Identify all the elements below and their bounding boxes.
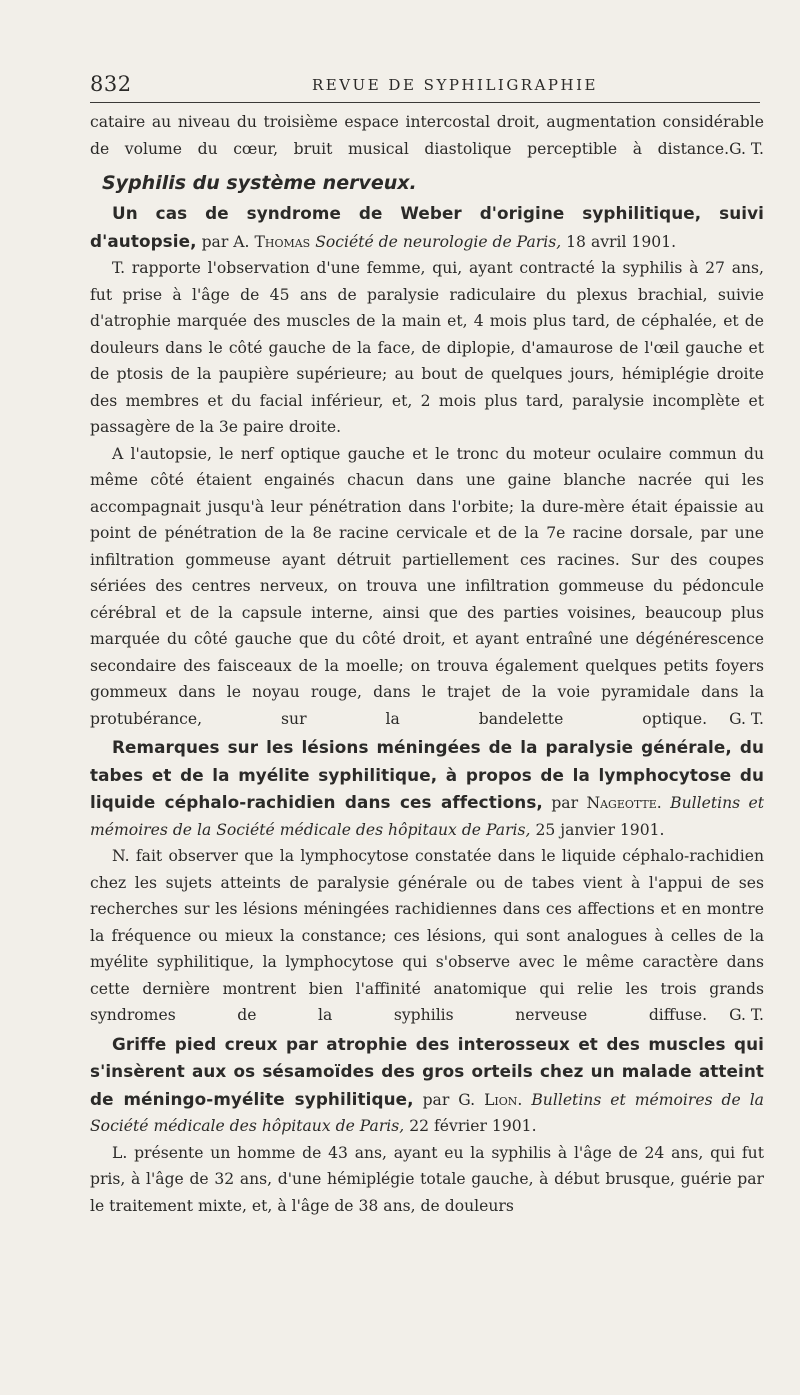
article-heading: Griffe pied creux par atrophie des interosseux et des muscles qui s'insèrent aux os sésamoïdes des gros orteils chez un malade atteint de méningo-myélite syphilitique, par G. Lion. Bulletins et mémoires de la Société médicale des hôpitaux de Paris, 22 février 1901. [90, 1033, 764, 1135]
article-title: Remarques sur les lésions méningées de la paralysie générale, du tabes et de la myélite syphilitique, à propos de la lymphocytose du liquide céphalo-rachidien dans ces affections, [90, 737, 764, 812]
article-weber [90, 200, 764, 732]
page-body [90, 109, 764, 1219]
article-date: 22 février 1901. [409, 1117, 537, 1135]
article-date: 25 janvier 1901. [535, 820, 665, 839]
journal-title: REVUE DE SYPHILIGRAPHIE [311, 76, 598, 94]
article-paragraph: A l'autopsie, le nerf optique gauche et le tronc du moteur oculaire commun du même côté étaient engainés chacun dans une gaine blanche nacrée qui les accompagnait jusqu'à leur pénétration dans l'orbite; la dure-mère était épaissie au point de pénétration de la 8e racine cervicale et de la 7e racine dorsale, par une infiltration gommeuse ayant détruit partiellement ces racines. Sur des coupes sériées des centres nerveux, on trouva une infiltration gommeuse du pédoncule cérébral et de la capsule interne, ainsi que des parties voisines, beaucoup plus marquée du côté gauche que du côté droit, et ayant entraîné une dégénérescence secondaire des faisceaux de la moelle; on trouva également quelques petits foyers gommeux dans le noyau rouge, dans le trajet de la voie pyramidale dans la protubérance, sur la bandelette optique. G. T. [90, 441, 764, 733]
continuation-paragraph: cataire au niveau du troisième espace intercostal droit, augmentation considérable de volume du cœur, bruit musical diastolique perceptible à distance. G. T. [90, 109, 764, 162]
article-title: Griffe pied creux par atrophie des interosseux et des muscles qui s'insèrent aux os sésamoïdes des gros orteils chez un malade atteint de méningo-myélite syphilitique, [90, 1033, 764, 1109]
signature: G. T. [729, 1006, 764, 1024]
article-journal: Bulletins et mémoires de la Société médicale des hôpitaux de Paris, [90, 794, 765, 839]
article-title: Un cas de syndrome de Weber d'origine syphilitique, suivi d'autopsie, [90, 203, 764, 251]
signature: G. T. [729, 709, 764, 728]
signature: G. T. [729, 139, 764, 158]
article-lion [90, 1031, 764, 1220]
article-author: Lion. [484, 1090, 523, 1109]
article-paragraph: L. présente un homme de 43 ans, ayant eu la syphilis à l'âge de 24 ans, qui fut pris, à l'âge de 32 ans, d'une hémiplégie totale gauche, à début brusque, guérie par le traitement mixte, et, à l'âge de 38 ans, de douleurs [90, 1143, 764, 1215]
article-nageotte [90, 734, 764, 1029]
article-heading: Un cas de syndrome de Weber d'origine syphilitique, suivi d'autopsie, par A. Thomas Société de neurologie de Paris, 18 avril 1901. [90, 203, 764, 251]
running-head [90, 62, 760, 103]
article-date: 18 avril 1901. [566, 232, 677, 251]
article-paragraph: N. fait observer que la lymphocytose constatée dans le liquide céphalo-rachidien chez les sujets atteints de paralysie générale ou de tabes vient à l'appui de ses recherches sur les lésions méningées rachidiennes dans ces affections et en montre la fréquence ou mieux la constance; ces lésions, qui sont analogues à celles de la myélite syphilitique, la lymphocytose qui s'observe avec le même caractère dans cette dernière montrent bien l'affinité anatomique qui relie les trois grands syndromes de la syphilis nerveuse diffuse. G. T. [90, 843, 764, 1029]
article-paragraph: T. rapporte l'observation d'une femme, qui, ayant contracté la syphilis à 27 ans, fut prise à l'âge de 45 ans de paralysie radiculaire du plexus brachial, suivie d'atrophie marquée des muscles de la main et, 4 mois plus tard, de céphalée, et de douleurs dans le côté gauche de la face, de diplopie, d'amaurose de l'œil gauche et de ptosis de la paupière supérieure; au bout de quelques jours, hémiplégie droite des membres et du facial inférieur, et, 2 mois plus tard, paralysie incomplète et passagère de la 3e paire droite. [90, 259, 764, 436]
article-author: Thomas [254, 232, 311, 251]
article-heading: Remarques sur les lésions méningées de la paralysie générale, du tabes et de la myélite syphilitique, à propos de la lymphocytose du liquide céphalo-rachidien dans ces affections, par Nageotte. Bulletins et mémoires de la Société médicale des hôpitaux de Paris, 25 janvier 1901. [90, 737, 765, 839]
section-title: Syphilis du système nerveux. [102, 172, 417, 194]
article-author: Nageotte. [586, 794, 662, 812]
article-journal: Société de neurologie de Paris, [315, 232, 562, 251]
article-journal: Bulletins et mémoires de la Société médicale des hôpitaux de Paris, [90, 1090, 764, 1135]
page-number: 832 [90, 72, 132, 96]
